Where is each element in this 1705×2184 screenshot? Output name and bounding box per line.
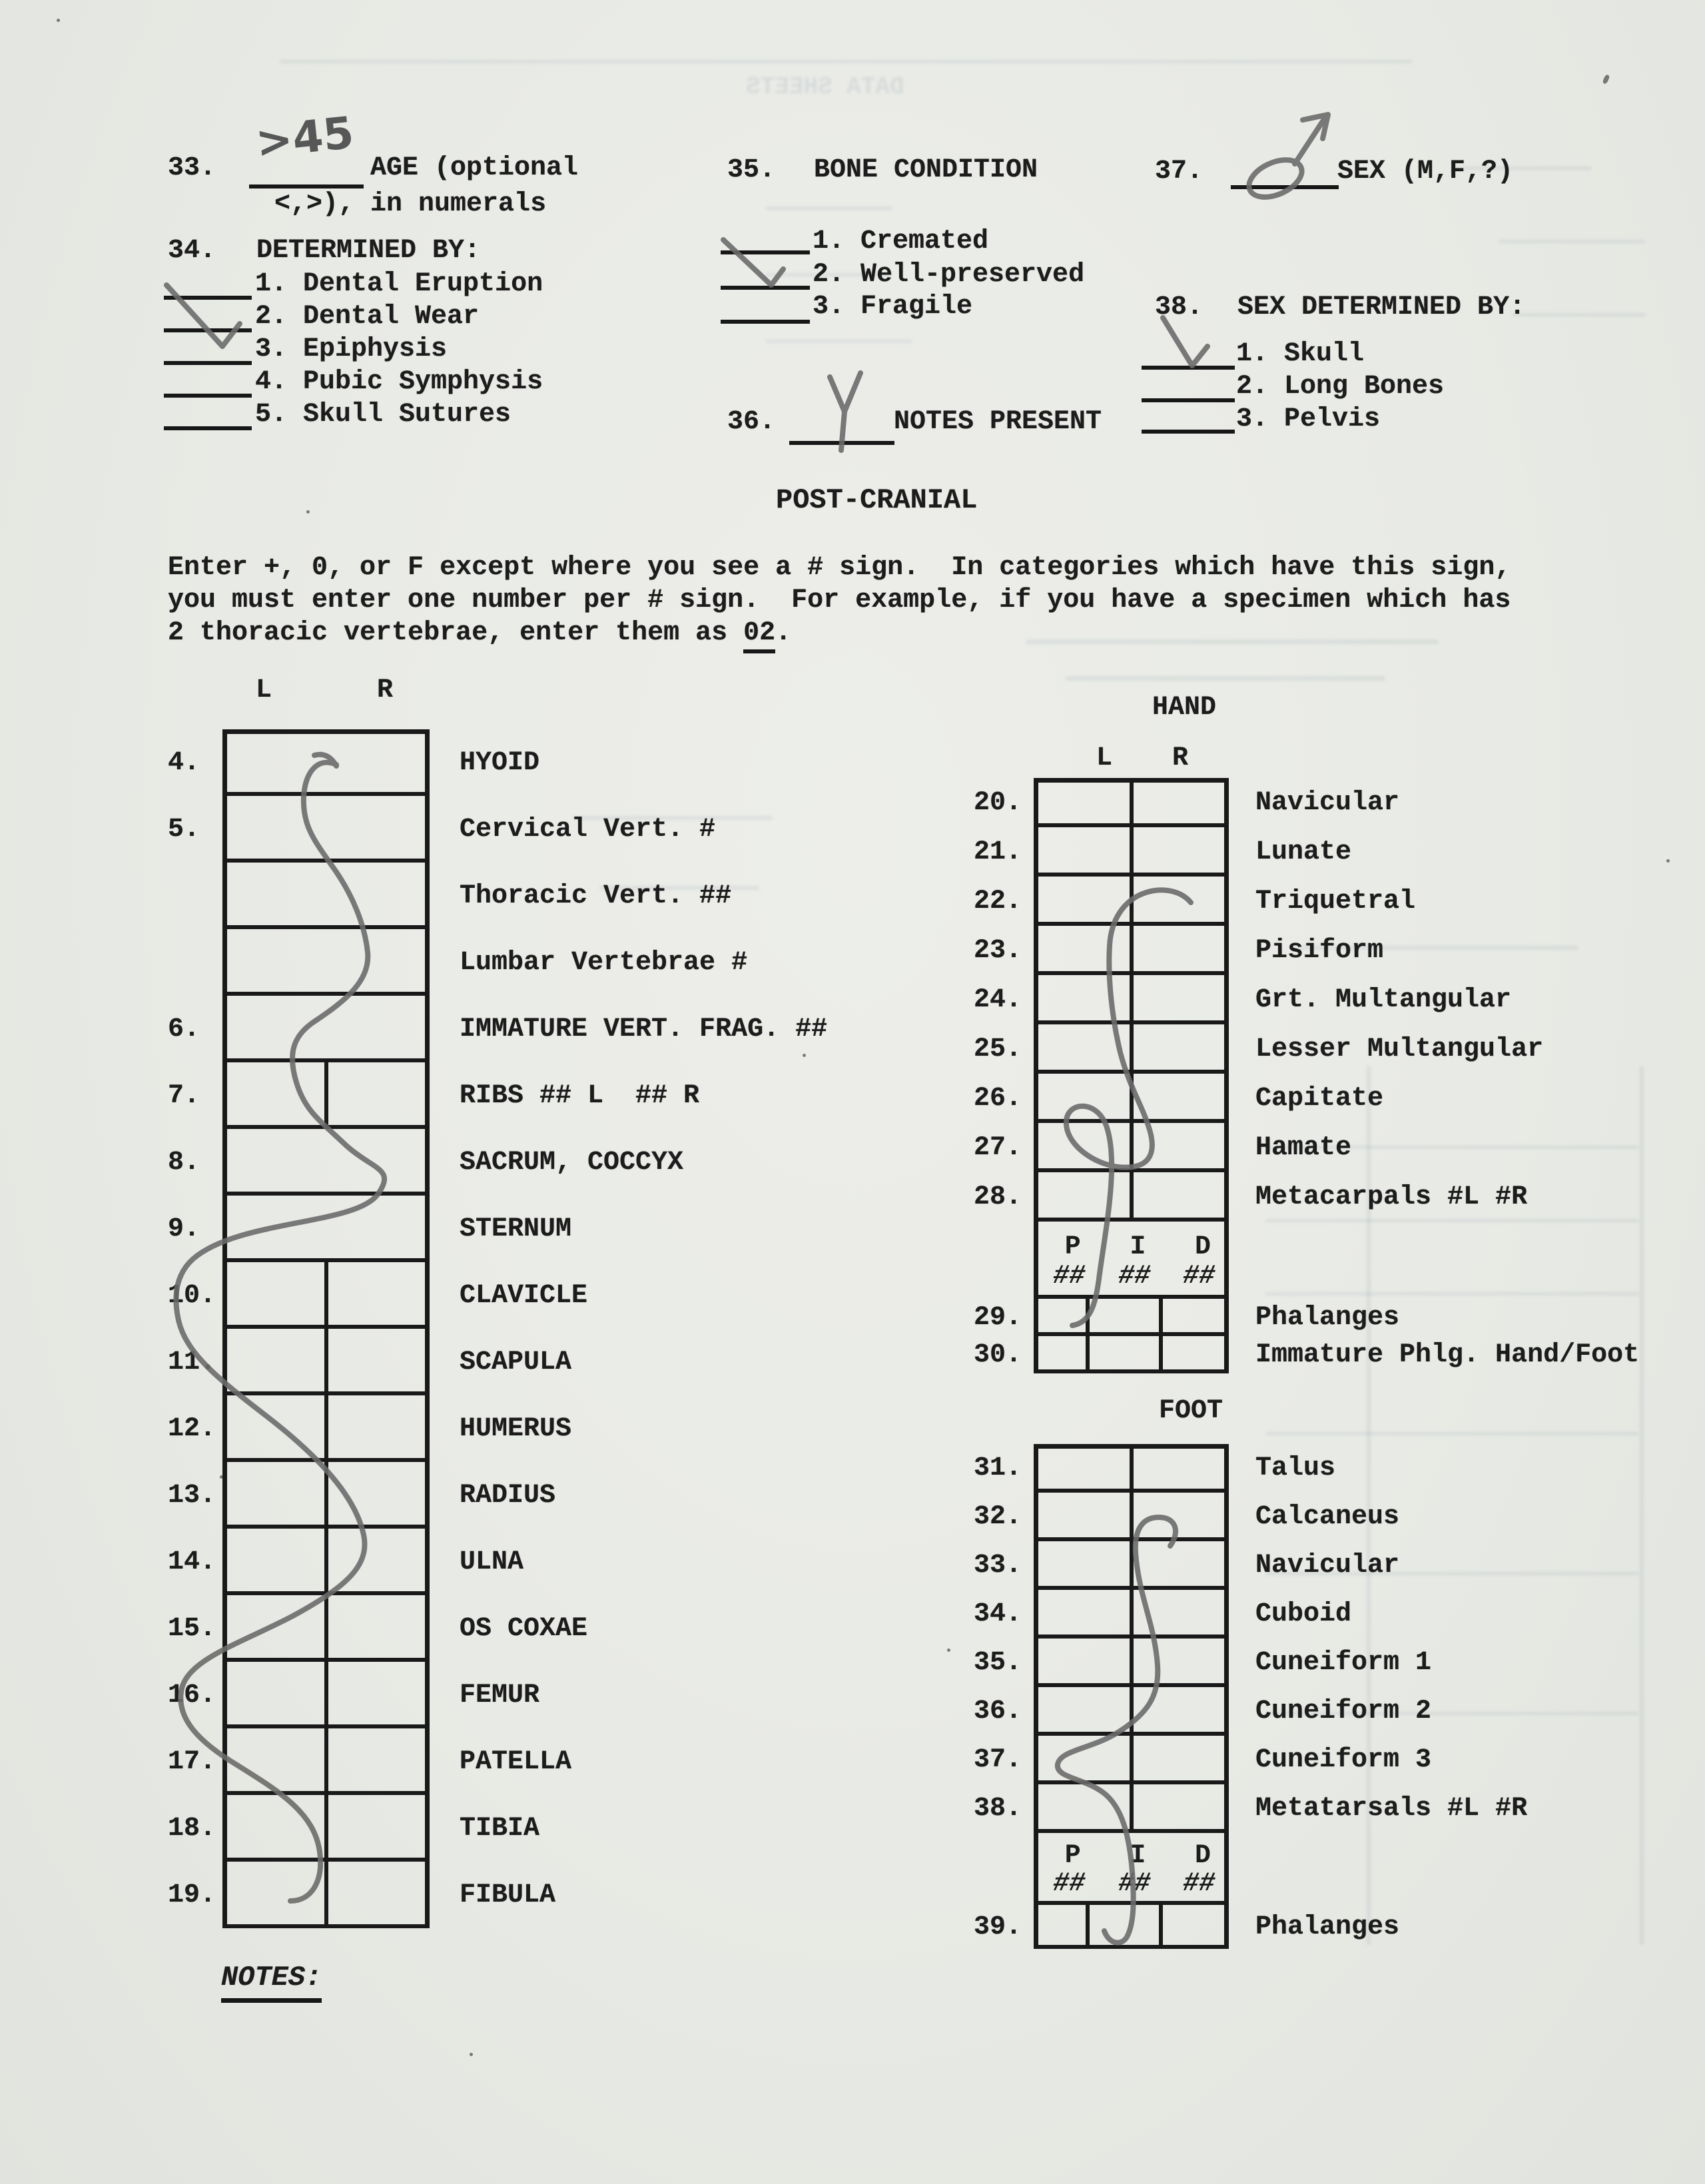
table-row — [974, 1638, 1527, 1687]
pid-D: D — [1195, 1232, 1211, 1262]
table-row — [974, 778, 1639, 827]
row-number: 37. — [974, 1745, 1022, 1775]
item35-option-blank — [721, 293, 810, 324]
row-number: 34. — [974, 1599, 1022, 1629]
score-cell — [222, 1129, 430, 1196]
phalanx-header-row — [974, 1833, 1527, 1905]
score-cell-LR — [222, 1062, 430, 1129]
item36-number: 36. — [727, 407, 776, 437]
row-number: 28. — [974, 1182, 1022, 1212]
section-title: POST-CRANIAL — [776, 484, 978, 516]
item35-option: 3. Fragile — [813, 292, 973, 322]
table-row — [168, 1662, 827, 1728]
row-number: 38. — [974, 1794, 1022, 1824]
score-cell-LR — [222, 1728, 430, 1795]
table-row — [974, 1074, 1639, 1123]
hand-col-L: L — [1096, 743, 1113, 773]
bleedthrough-smudge — [1026, 639, 1439, 644]
score-cell-LR — [222, 1662, 430, 1728]
row-label: FIBULA — [460, 1880, 556, 1910]
table-row — [168, 1728, 827, 1795]
table-row — [168, 1329, 827, 1395]
row-number: 16. — [168, 1680, 216, 1710]
row-number: 10. — [168, 1280, 216, 1311]
row-number: 20. — [974, 787, 1022, 818]
instruction-line — [168, 618, 791, 649]
row-label: Hamate — [1255, 1132, 1352, 1163]
foot-section-title: FOOT — [1159, 1396, 1223, 1426]
table-row — [974, 1299, 1639, 1336]
instruction-line: Enter +, 0, or F except where you see a # sign. In categories which have this sign, — [168, 553, 1511, 583]
table-row — [974, 1905, 1527, 1949]
left-table-col-R: R — [377, 675, 394, 705]
score-cell-LR — [1034, 1638, 1229, 1687]
score-cell-LR — [1034, 1074, 1229, 1123]
item34-option-blank — [164, 400, 252, 430]
score-cell-LR — [1034, 1493, 1229, 1541]
score-cell — [222, 729, 430, 796]
item34-option: 5. Skull Sutures — [255, 400, 512, 430]
score-cell-LR — [222, 1395, 430, 1462]
table-row — [168, 1262, 827, 1329]
bleedthrough-smudge — [1499, 240, 1645, 243]
instruction-line: you must enter one number per # sign. For example, if you have a specimen which has — [168, 585, 1511, 615]
row-number: 4. — [168, 747, 200, 778]
table-row — [974, 1590, 1527, 1638]
item34-option-blank — [164, 367, 252, 398]
foot-grid — [974, 1444, 1527, 1949]
table-row — [974, 926, 1639, 975]
table-row — [974, 1123, 1639, 1172]
table-row — [168, 1795, 827, 1862]
hand-grid — [974, 778, 1639, 1373]
score-cell — [222, 929, 430, 996]
row-label: CLAVICLE — [460, 1280, 588, 1311]
row-label: Navicular — [1255, 1551, 1400, 1581]
table-row — [974, 1444, 1527, 1493]
table-row — [168, 1129, 827, 1196]
row-label: Immature Phlg. Hand/Foot — [1255, 1339, 1640, 1370]
item34-number: 34. — [168, 236, 216, 266]
row-label: Triquetral — [1255, 886, 1416, 916]
row-number: 14. — [168, 1547, 216, 1577]
pid-I: I — [1130, 1841, 1146, 1871]
score-cell-LR — [1034, 1541, 1229, 1590]
score-cell — [222, 996, 430, 1062]
row-number: 19. — [168, 1880, 216, 1910]
notes-label: NOTES: — [221, 1962, 322, 2003]
item37-blank — [1231, 159, 1339, 189]
score-cell-PID — [1034, 1299, 1229, 1336]
phalanx-header-row — [974, 1222, 1639, 1299]
row-label: Capitate — [1255, 1083, 1384, 1114]
row-label: HUMERUS — [460, 1413, 572, 1444]
row-label: Metacarpals #L #R — [1255, 1182, 1528, 1212]
row-label: Grt. Multangular — [1255, 984, 1512, 1015]
bleedthrough-smudge — [280, 60, 1412, 63]
bleedthrough-smudge — [1066, 676, 1385, 681]
item35-number: 35. — [727, 155, 776, 185]
item33-label-line2: <,>), in numerals — [274, 189, 547, 219]
row-label: ULNA — [460, 1547, 524, 1577]
row-number: 22. — [974, 886, 1022, 916]
pid-mark: ## — [1180, 1262, 1219, 1291]
score-cell — [222, 1196, 430, 1262]
item36-blank — [789, 414, 894, 445]
row-label: Lumbar Vertebrae # — [460, 947, 748, 978]
score-cell-PID — [1034, 1905, 1229, 1949]
item34-option: 4. Pubic Symphysis — [255, 367, 543, 397]
pid-mark: ## — [1050, 1262, 1088, 1291]
row-label: Cuneiform 1 — [1255, 1648, 1432, 1678]
row-label: Cuneiform 2 — [1255, 1696, 1432, 1726]
row-label: HYOID — [460, 747, 540, 778]
instruction-line-end: 2 thoracic vertebrae, enter them as — [168, 618, 744, 648]
row-number: 26. — [974, 1083, 1022, 1114]
row-number: 33. — [974, 1551, 1022, 1581]
score-cell-LR — [1034, 1590, 1229, 1638]
item35-title: BONE CONDITION — [814, 155, 1038, 185]
item38-option: 3. Pelvis — [1236, 404, 1381, 434]
instruction-example-value: 02 — [743, 618, 775, 653]
hand-col-R: R — [1172, 743, 1189, 773]
score-cell-LR — [1034, 778, 1229, 827]
table-row — [168, 1395, 827, 1462]
row-label: SACRUM, COCCYX — [460, 1147, 684, 1178]
row-number: 15. — [168, 1613, 216, 1644]
item37-number: 37. — [1155, 157, 1203, 186]
item34-option-blank — [164, 334, 252, 365]
table-row — [168, 1062, 827, 1129]
row-label: Metatarsals #L #R — [1255, 1794, 1528, 1824]
row-label: Pisiform — [1255, 935, 1384, 966]
row-number: 13. — [168, 1480, 216, 1511]
score-cell-LR — [1034, 926, 1229, 975]
row-label: STERNUM — [460, 1214, 572, 1244]
score-cell-LR — [1034, 827, 1229, 877]
table-row — [168, 929, 827, 996]
score-cell-LR — [1034, 1444, 1229, 1493]
table-row — [168, 996, 827, 1062]
row-label: Lesser Multangular — [1255, 1034, 1544, 1064]
table-row — [974, 1541, 1527, 1590]
row-label: Navicular — [1255, 787, 1400, 818]
table-row — [168, 863, 827, 929]
row-label: Phalanges — [1255, 1912, 1400, 1942]
row-number: 36. — [974, 1696, 1022, 1726]
bleedthrough-smudge — [766, 206, 892, 210]
row-label: PATELLA — [460, 1746, 572, 1777]
score-cell-LR — [222, 1595, 430, 1662]
score-cell-LR — [1034, 1123, 1229, 1172]
bleedthrough-title: DATA SHEETS — [746, 73, 904, 101]
pid-P: P — [1064, 1841, 1081, 1871]
row-label: Cuneiform 3 — [1255, 1745, 1432, 1775]
score-cell-LR — [222, 1329, 430, 1395]
row-number: 11. — [168, 1347, 216, 1377]
item35-option: 2. Well-preserved — [813, 260, 1085, 290]
table-row — [974, 1736, 1527, 1784]
table-row — [974, 827, 1639, 877]
score-cell-LR — [222, 1862, 430, 1928]
table-row — [974, 975, 1639, 1024]
row-number: 23. — [974, 935, 1022, 966]
pid-mark: ## — [1114, 1869, 1154, 1899]
pid-cell — [1034, 1222, 1229, 1299]
item38-title: SEX DETERMINED BY: — [1237, 292, 1526, 322]
row-label: SCAPULA — [460, 1347, 572, 1377]
pid-D: D — [1195, 1841, 1211, 1871]
row-label: RADIUS — [460, 1480, 556, 1511]
table-row — [974, 1687, 1527, 1736]
pid-P: P — [1064, 1232, 1081, 1262]
item33-label-line1: AGE (optional — [370, 153, 579, 183]
pid-mark: ## — [1050, 1869, 1088, 1899]
pid-cell — [1034, 1833, 1229, 1905]
item37-title: SEX (M,F,?) — [1337, 157, 1514, 186]
row-number: 5. — [168, 814, 200, 845]
table-row — [974, 877, 1639, 926]
row-number: 12. — [168, 1413, 216, 1444]
bleedthrough-smudge — [1512, 313, 1645, 316]
pid-I: I — [1130, 1232, 1146, 1262]
table-row — [168, 1529, 827, 1595]
row-number: 29. — [974, 1302, 1022, 1333]
table-row — [168, 1196, 827, 1262]
row-label: Phalanges — [1255, 1302, 1400, 1333]
table-row — [168, 1462, 827, 1529]
row-number: 25. — [974, 1034, 1022, 1064]
score-cell-LR — [1034, 975, 1229, 1024]
row-number: 32. — [974, 1502, 1022, 1532]
score-cell-LR — [222, 1795, 430, 1862]
table-row — [168, 1862, 827, 1928]
row-number: 24. — [974, 984, 1022, 1015]
row-number: 8. — [168, 1147, 200, 1178]
row-label: TIBIA — [460, 1813, 540, 1844]
score-cell-LR — [1034, 1687, 1229, 1736]
score-cell — [222, 796, 430, 863]
left-table-col-L: L — [256, 675, 272, 705]
instruction-period: . — [775, 618, 792, 648]
table-row — [168, 729, 827, 796]
score-cell-LR — [222, 1529, 430, 1595]
item34-option-blank — [164, 302, 252, 332]
table-row — [974, 1336, 1639, 1373]
item38-option: 1. Skull — [1236, 339, 1365, 369]
handwritten-age-value: >45 — [253, 107, 356, 169]
row-number: 39. — [974, 1912, 1022, 1942]
row-label: RIBS ## L ## R — [460, 1080, 700, 1111]
row-number: 17. — [168, 1746, 216, 1777]
table-row — [974, 1493, 1527, 1541]
row-label: Thoracic Vert. ## — [460, 881, 732, 911]
row-number: 35. — [974, 1648, 1022, 1678]
item38-option-blank — [1142, 372, 1235, 402]
row-label: FEMUR — [460, 1680, 540, 1710]
score-cell-PID — [1034, 1336, 1229, 1373]
bleedthrough-smudge — [1265, 1432, 1638, 1435]
row-label: Talus — [1255, 1453, 1336, 1483]
score-cell-LR — [1034, 1024, 1229, 1074]
row-number: 31. — [974, 1453, 1022, 1483]
axial-skeleton-grid — [168, 729, 827, 1928]
item35-option-blank — [721, 259, 810, 290]
item38-option: 2. Long Bones — [1236, 372, 1445, 402]
item35-option: 1. Cremated — [813, 226, 989, 256]
row-label: Calcaneus — [1255, 1502, 1400, 1532]
score-cell-LR — [1034, 1736, 1229, 1784]
item34-option: 3. Epiphysis — [255, 334, 448, 364]
item38-option-blank — [1142, 403, 1235, 434]
item38-option-blank — [1142, 339, 1235, 370]
item35-option-blank — [721, 224, 810, 254]
row-label: Cervical Vert. # — [460, 814, 716, 845]
row-number: 30. — [974, 1339, 1022, 1370]
pid-mark: ## — [1114, 1262, 1154, 1291]
score-cell-LR — [222, 1262, 430, 1329]
hand-section-title: HAND — [1152, 693, 1217, 723]
row-label: Cuboid — [1255, 1599, 1352, 1629]
score-cell-LR — [1034, 1172, 1229, 1222]
item33-number: 33. — [168, 153, 216, 183]
table-row — [168, 1595, 827, 1662]
row-label: IMMATURE VERT. FRAG. ## — [460, 1014, 828, 1044]
score-cell-LR — [222, 1462, 430, 1529]
table-row — [168, 796, 827, 863]
row-number: 7. — [168, 1080, 200, 1111]
table-row — [974, 1784, 1527, 1833]
item34-option: 1. Dental Eruption — [255, 269, 543, 299]
row-number: 9. — [168, 1214, 200, 1244]
bleedthrough-smudge — [766, 340, 912, 343]
score-cell — [222, 863, 430, 929]
pid-mark: ## — [1180, 1869, 1219, 1899]
bleedthrough-smudge — [1640, 1066, 1644, 1945]
row-number: 21. — [974, 837, 1022, 867]
table-row — [974, 1172, 1639, 1222]
row-number: 27. — [974, 1132, 1022, 1163]
item34-title: DETERMINED BY: — [256, 236, 481, 266]
item38-number: 38. — [1155, 292, 1203, 322]
row-label: Lunate — [1255, 837, 1352, 867]
row-label: OS COXAE — [460, 1613, 588, 1644]
score-cell-LR — [1034, 1784, 1229, 1833]
table-row — [974, 1024, 1639, 1074]
score-cell-LR — [1034, 877, 1229, 926]
item34-option-blank — [164, 269, 252, 300]
item36-title: NOTES PRESENT — [894, 407, 1102, 437]
row-number: 6. — [168, 1014, 200, 1044]
item34-option: 2. Dental Wear — [255, 302, 480, 332]
row-number: 18. — [168, 1813, 216, 1844]
